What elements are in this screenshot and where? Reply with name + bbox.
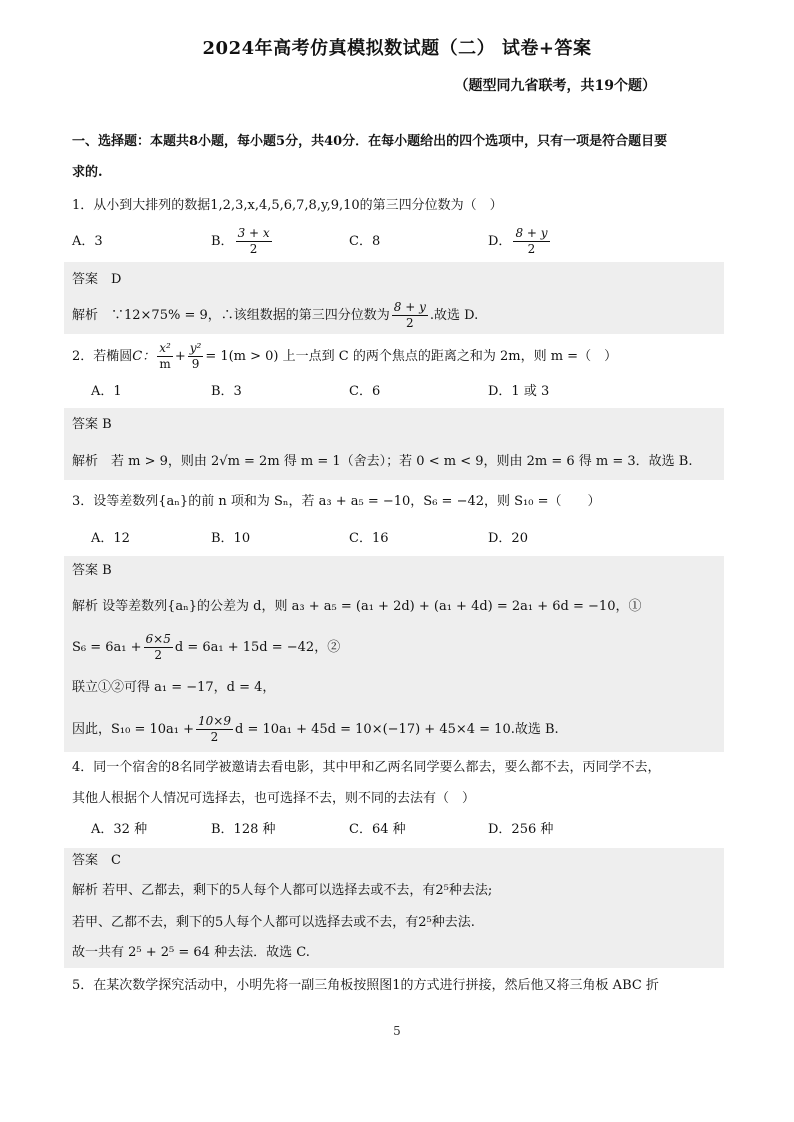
fraction-denominator: 9 — [191, 357, 200, 371]
q2-stem-text: 2．若椭圆 — [72, 349, 133, 364]
q3-option-b: B．10 — [211, 531, 251, 546]
q3-line2-end: d = 6a₁ + 15d = −42，② — [174, 640, 341, 655]
q4-answer: 答案 C — [72, 853, 121, 868]
q4-option-d: D．256 种 — [488, 822, 554, 837]
q2-stem-end: = 1(m > 0) 上一点到 C 的两个焦点的距离之和为 2m，则 m =（ ） — [205, 349, 618, 364]
fraction-denominator: 2 — [210, 730, 219, 744]
q2-fraction-x — [157, 341, 173, 372]
page-subtitle: （题型同九省联考，共19个题） — [454, 78, 656, 94]
q2-stem — [72, 341, 727, 372]
q1-answer: 答案 D — [72, 272, 122, 287]
q3-line2-text: S₆ = 6a₁ + — [72, 640, 142, 655]
q1-option-b-fraction — [236, 226, 272, 257]
page-number: 5 — [393, 1024, 401, 1038]
q1-option-a: A．3 — [72, 234, 103, 249]
q4-analysis-line1: 解析 若甲、乙都去，剩下的5人每个人都可以选择去或不去，有2⁵种去法; — [72, 883, 493, 898]
q1-analysis — [72, 300, 727, 331]
q1-option-d — [488, 226, 552, 257]
fraction-denominator: 2 — [527, 242, 536, 256]
q3-line4-fraction — [196, 714, 233, 745]
q1-option-d-fraction — [513, 226, 549, 257]
q3-line4-end: d = 10a₁ + 45d = 10×(−17) + 45×4 = 10.故选 B. — [234, 722, 559, 737]
q3-answer: 答案 B — [72, 563, 112, 578]
fraction-denominator: 2 — [406, 316, 414, 330]
q1-answer-box — [64, 262, 724, 334]
q3-stem: 3．设等差数列{aₙ}的前 n 项和为 Sₙ，若 a₃ + a₅ = −10，S₆ = −42，则 S₁₀ =（ ） — [72, 494, 601, 509]
q1-analysis-text: 解析 ∵12×75% = 9，∴该组数据的第三四分位数为 — [72, 308, 390, 323]
q4-stem-line2: 其他人根据个人情况可选择去，也可选择不去，则不同的去法有（ ） — [72, 791, 476, 806]
q3-answer-box — [64, 556, 724, 752]
q4-option-b: B．128 种 — [211, 822, 276, 837]
fraction-numerator: 3 + x — [237, 226, 270, 240]
q3-option-a: A．12 — [91, 531, 130, 546]
fraction-numerator: 8 + y — [515, 226, 548, 240]
fraction-denominator: 2 — [249, 242, 258, 256]
q2-fraction-y — [188, 341, 204, 372]
q3-line2-fraction — [144, 632, 173, 663]
q3-option-d: D．20 — [488, 531, 528, 546]
q4-analysis-line2: 若甲、乙都不去，剩下的5人每个人都可以选择去或不去，有2⁵种去法. — [72, 915, 475, 930]
q4-answer-box — [64, 848, 724, 968]
q2-option-d: D．1 或 3 — [488, 384, 550, 399]
fraction-denominator: m — [159, 357, 171, 371]
q2-answer-box — [64, 408, 724, 480]
q1-option-c: C．8 — [349, 234, 381, 249]
q4-analysis-line3: 故一共有 2⁵ + 2⁵ = 64 种去法．故选 C. — [72, 945, 310, 960]
q1-analysis-end: .故选 D. — [429, 308, 479, 323]
fraction-numerator: 8 + y — [393, 300, 426, 314]
q3-analysis-line2 — [72, 632, 727, 663]
q5-stem: 5．在某次数学探究活动中，小明先将一副三角板按照图1的方式进行拼接，然后他又将三角板 ABC 折 — [72, 978, 659, 993]
section-heading-line1: 一、选择题：本题共8小题，每小题5分，共40分．在每小题给出的四个选项中，只有一项是符合题目要 — [72, 134, 668, 149]
fraction-numerator: 10×9 — [198, 714, 231, 728]
q1-stem: 1．从小到大排列的数据1,2,3,x,4,5,6,7,8,y,9,10的第三四分位数为（ ） — [72, 198, 503, 213]
q3-analysis-line4 — [72, 714, 727, 745]
q2-option-b: B．3 — [211, 384, 242, 399]
q4-option-c: C．64 种 — [349, 822, 406, 837]
fraction-numerator: 6×5 — [145, 632, 171, 646]
q2-option-c: C．6 — [349, 384, 381, 399]
q2-option-a: A．1 — [91, 384, 122, 399]
q2-plus: + — [174, 349, 186, 364]
fraction-numerator: x² — [159, 341, 171, 355]
q2-analysis: 解析 若 m > 9，则由 2√m = 2m 得 m = 1（舍去）；若 0 < m < 9，则由 2m = 6 得 m = 3．故选 B. — [72, 454, 693, 469]
q1-analysis-fraction — [392, 300, 428, 331]
q2-answer: 答案 B — [72, 417, 112, 432]
q3-line4-text: 因此，S₁₀ = 10a₁ + — [72, 722, 195, 737]
fraction-numerator: y² — [189, 341, 202, 355]
q4-option-a: A．32 种 — [91, 822, 148, 837]
section-heading-line2: 求的. — [72, 165, 103, 180]
q1-option-b-label: B． — [211, 234, 234, 249]
q3-option-c: C．16 — [349, 531, 389, 546]
q3-analysis-line1: 解析 设等差数列{aₙ}的公差为 d，则 a₃ + a₅ = (a₁ + 2d) + (a₁ + 4d) = 2a₁ + 6d = −10，① — [72, 599, 642, 614]
q4-stem-line1: 4．同一个宿舍的8名同学被邀请去看电影，其中甲和乙两名同学要么都去，要么都不去，丙同学不去， — [72, 760, 661, 775]
page-title: 2024年高考仿真模拟数试题（二） 试卷+答案 — [202, 38, 592, 59]
q1-option-b — [211, 226, 274, 257]
q1-option-d-label: D． — [488, 234, 512, 249]
q3-analysis-line3: 联立①②可得 a₁ = −17，d = 4， — [72, 680, 276, 695]
fraction-denominator: 2 — [154, 648, 163, 662]
q2-stem-c: C： — [132, 349, 156, 364]
